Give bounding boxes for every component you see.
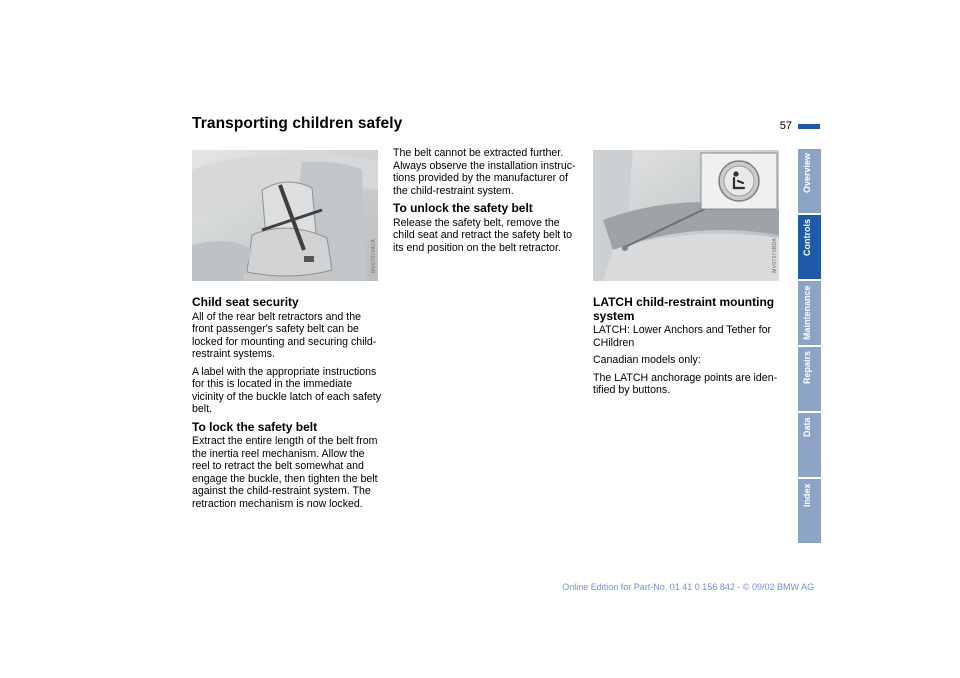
section-unlock-belt	[393, 202, 583, 254]
tab-controls[interactable]	[798, 215, 821, 279]
section-child-seat-security	[192, 296, 382, 416]
paragraph: All of the rear belt retractors and the front passenger's safety belt can be locked for mounting and securing child-restraint systems.	[192, 310, 377, 360]
column-right	[593, 296, 783, 402]
tab-repairs[interactable]	[798, 347, 821, 411]
tab-label: Overview	[802, 153, 812, 194]
child-seat-photo	[192, 150, 378, 281]
tab-label: Index	[802, 483, 812, 507]
paragraph: A label with the appropriate instructions for this is located in the immediate vicinity of the buckle latch of each safety belt.	[192, 365, 382, 415]
paragraph: The belt cannot be extracted further. Always observe the installation instruc-tions provided by the manufacturer of the child-restraint system.	[393, 147, 576, 197]
footer-edition-note: Online Edition for Part-No. 01 41 0 156 842 - © 09/02 BMW AG	[562, 582, 814, 592]
section-lock-belt	[192, 421, 382, 511]
image-code: MV07070A7A	[371, 239, 377, 273]
latch-anchor-photo	[593, 150, 779, 281]
paragraph: Release the safety belt, remove the child seat and retract the safety belt to its end position on the belt retractor.	[393, 216, 573, 254]
paragraph: The LATCH anchorage points are iden-tified by buttons.	[593, 371, 778, 396]
column-middle	[393, 147, 583, 259]
tab-label: Maintenance	[802, 285, 812, 340]
image-code: MV07070BDA	[772, 238, 778, 273]
column-left	[192, 296, 382, 515]
tab-label: Data	[802, 417, 812, 437]
paragraph: LATCH: Lower Anchors and Tether for CHildren	[593, 324, 772, 349]
page-number: 57	[779, 120, 792, 132]
tab-index[interactable]	[798, 479, 821, 543]
heading-lock-belt: To lock the safety belt	[192, 419, 318, 434]
paragraph: Extract the entire length of the belt from the inertia reel mechanism. Allow the reel to retract the belt somewhat and engage the buckle, then tighten the belt against the child-restraint system. The retraction mechanism is now locked.	[192, 435, 378, 510]
tab-overview[interactable]	[798, 149, 821, 213]
heading-unlock-belt: To unlock the safety belt	[393, 201, 533, 215]
heading-latch-system: LATCH child-restraint mounting system	[593, 295, 775, 323]
section-latch	[593, 296, 783, 397]
tab-data[interactable]	[798, 413, 821, 477]
tab-label: Controls	[802, 219, 812, 256]
tab-maintenance[interactable]	[798, 281, 821, 345]
paragraph: Canadian models only:	[593, 354, 701, 366]
tab-label: Repairs	[802, 351, 812, 385]
page-marker-bar	[798, 124, 820, 129]
side-tabs	[798, 149, 821, 545]
page-title: Transporting children safely	[192, 115, 403, 132]
heading-child-seat-security: Child seat security	[192, 295, 299, 309]
